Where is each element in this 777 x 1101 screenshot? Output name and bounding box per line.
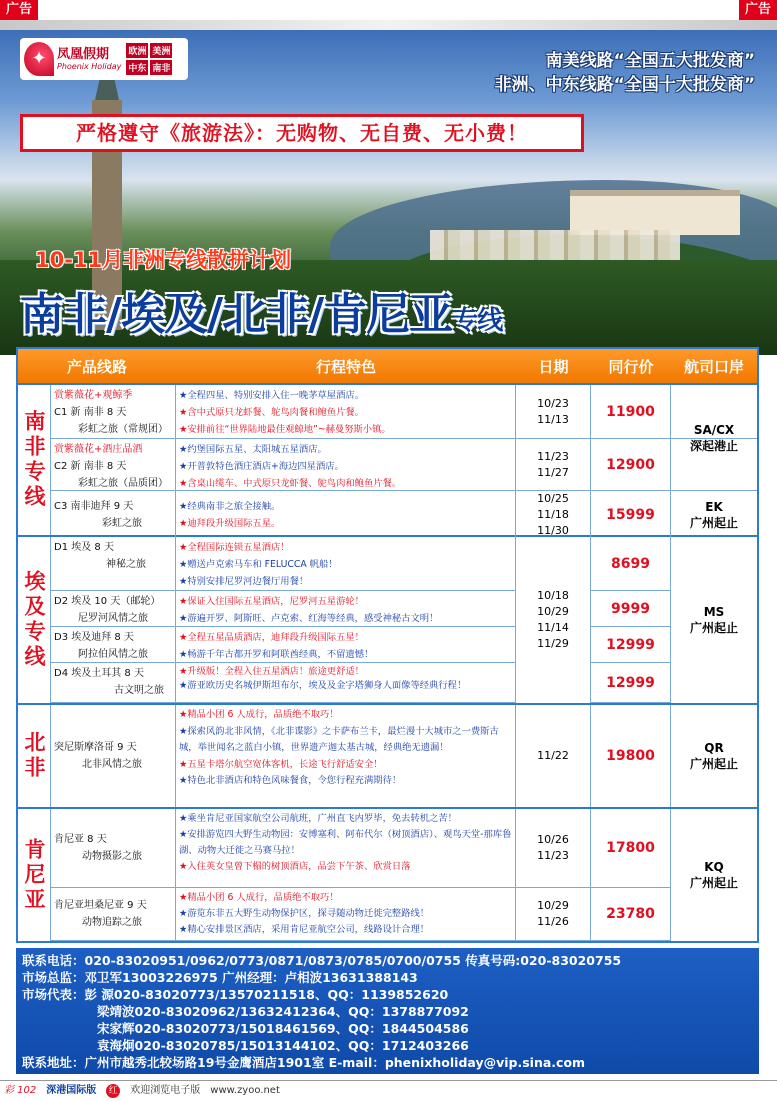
header-airline: 航司口岸 xyxy=(683,357,744,376)
feature-item: ★游览东非五大野生动物保护区，探寻随动物迁徙完整路线！ xyxy=(179,908,430,919)
logo-box: 中东 xyxy=(126,60,148,75)
logo-box: 欧洲 xyxy=(126,43,148,58)
product-name: 肯尼亚坦桑尼亚 9 天 xyxy=(54,900,147,911)
date: 10/29 xyxy=(537,605,569,618)
egypt-airline xyxy=(671,537,757,703)
airline-code: KQ xyxy=(704,859,724,874)
product-name: D3 埃及迪拜 8 天 xyxy=(54,632,134,643)
product-subtitle: 尼罗河风情之旅 xyxy=(78,613,148,624)
rep-phone[interactable]: 020-83020962/13632412364、 xyxy=(134,1004,349,1019)
date: 11/13 xyxy=(537,412,569,426)
date: 10/18 xyxy=(537,589,569,602)
hero-castle xyxy=(570,190,740,235)
product-subtitle: 古文明之旅 xyxy=(114,685,164,696)
section-north-africa xyxy=(18,703,757,807)
tour-table xyxy=(16,347,759,943)
main-title-text: 南非/埃及/北非/肯尼亚 xyxy=(20,289,453,340)
fax-label: 传真号码: xyxy=(465,953,521,968)
table-row[interactable] xyxy=(51,537,757,591)
feature-item: ★升级版！全程入住五星酒店！旅途更舒适！ xyxy=(179,666,364,677)
feature-item: ★开普敦特色酒庄酒店+海边四星酒店。 xyxy=(179,461,344,472)
price: 15999 xyxy=(591,491,671,539)
date: 11/23 xyxy=(537,849,569,862)
region-label: 埃及专线 xyxy=(18,537,51,703)
product-name: C3 南非迪拜 9 天 xyxy=(54,501,134,512)
product-tag: 赏紫薇花+酒庄品酒 xyxy=(54,444,143,455)
product-subtitle: 北非风情之旅 xyxy=(82,759,142,770)
product-subtitle: 动物摄影之旅 xyxy=(82,851,142,862)
email-link[interactable]: phenixholiday@vip.sina.com xyxy=(384,1055,586,1070)
product-name: D4 埃及土耳其 8 天 xyxy=(54,668,144,679)
feature-item: ★迪拜段升级国际五星。 xyxy=(179,518,281,529)
airline-port: 深起港止 xyxy=(689,439,738,453)
feature-item: ★全程国际连锁五星酒店！ xyxy=(179,542,290,553)
product-name: 肯尼亚 8 天 xyxy=(54,834,107,845)
feature-item: ★赠送卢克索马车和 FELUCCA 帆船！ xyxy=(179,559,338,570)
main-title-suffix: 专线 xyxy=(452,306,503,336)
feature-item: ★畅游千年古都开罗和阿联酋经典，不留遗憾！ xyxy=(179,649,374,660)
table-row[interactable] xyxy=(51,491,757,539)
airline-port: 广州起止 xyxy=(689,756,738,771)
phoenix-icon: ✦ xyxy=(24,42,54,76)
product-name: C2 新 南非 8 天 xyxy=(54,461,127,472)
region-label: 南非专线 xyxy=(18,385,51,535)
phone-label: 联系电话： xyxy=(22,953,85,968)
section-kenya xyxy=(18,807,757,941)
airline-code: MS xyxy=(703,604,725,619)
slogan-south-america: 南美线路“全国五大批发商” xyxy=(545,51,755,71)
price: 9999 xyxy=(591,591,671,626)
price: 12900 xyxy=(591,439,671,490)
company-logo[interactable] xyxy=(20,38,188,80)
logo-boxes xyxy=(126,43,172,75)
section-south-africa xyxy=(18,383,757,535)
feature-item: ★入住英女皇曾下榻的树顶酒店，品尝下午茶、欣赏日落 xyxy=(179,861,411,872)
rep-name: 袁海炯 xyxy=(97,1038,135,1053)
table-row[interactable] xyxy=(51,809,757,888)
airline-port: 广州起止 xyxy=(689,515,738,530)
date: 10/23 xyxy=(537,396,569,410)
product-subtitle: 彩虹之旅 xyxy=(102,518,142,529)
top-ribbon xyxy=(0,20,777,30)
feature-item: ★精品小团 6 人成行，品质绝不取巧！ xyxy=(179,709,339,720)
rep-phone[interactable]: 020-83020785/15013144102、 xyxy=(134,1038,349,1053)
phone-numbers[interactable]: 020-83020951/0962/0773/0871/0873/0785/0700/0755 xyxy=(84,953,461,968)
product-tag: 赏紫薇花+观鲸季 xyxy=(54,390,133,401)
address: 广州市越秀北较场路19号金鹰酒店1901室 xyxy=(84,1055,325,1070)
feature-item: ★约堡国际五星、太阳城五星酒店。 xyxy=(179,444,327,455)
policy-banner: 严格遵守《旅游法》：无购物、无自费、无小费！ xyxy=(20,114,584,152)
airline-code: QR xyxy=(704,740,724,755)
date: 11/14 xyxy=(537,621,569,634)
table-row[interactable] xyxy=(51,627,757,663)
date: 10/26 xyxy=(537,833,569,846)
rep-name: 宋家辉 xyxy=(97,1021,135,1036)
footer-url[interactable]: www.zyoo.net xyxy=(210,1084,280,1096)
product-name: C1 新 南非 8 天 xyxy=(54,407,127,418)
airline-code: SA/CX xyxy=(693,423,735,437)
date: 11/29 xyxy=(537,637,569,650)
product-subtitle: 阿拉伯风情之旅 xyxy=(78,649,148,660)
airline-code: EK xyxy=(705,499,723,514)
price: 11900 xyxy=(591,385,671,438)
gm-label: 市场总监： xyxy=(22,970,85,985)
date: 11/27 xyxy=(537,465,569,479)
price: 12999 xyxy=(591,627,671,662)
mgr-contact[interactable]: 卢相波13631388143 xyxy=(284,970,418,985)
feature-item: ★含桌山缆车、中式原只龙虾餐、鸵鸟肉和鲍鱼片餐。 xyxy=(179,478,402,489)
date: 10/25 xyxy=(537,492,569,505)
edition-brand: 深港国际版 xyxy=(46,1084,97,1096)
feature-item: ★全程五星品质酒店，迪拜段升级国际五星！ xyxy=(179,632,364,643)
logo-name-cn: 凤凰假期 xyxy=(57,47,110,62)
airline-port: 广州起止 xyxy=(689,875,738,890)
product-name: 突尼斯摩洛哥 9 天 xyxy=(54,742,137,753)
feature-item: ★精心安排景区酒店，采用肯尼亚航空公司，线路设计合理！ xyxy=(179,924,430,935)
logo-box: 南非 xyxy=(150,60,172,75)
qq-label: QQ： xyxy=(348,1021,382,1036)
qq-label: QQ： xyxy=(348,1004,382,1019)
region-label: 肯尼亚 xyxy=(18,809,51,941)
feature-item: ★安排游览四大野生动物园：安博塞利、阿布代尔（树顶酒店）、观鸟天堂-那库鲁湖、动物大迁徙之马赛马拉！ xyxy=(179,829,512,856)
product-subtitle: 神秘之旅 xyxy=(106,559,146,570)
table-row[interactable] xyxy=(51,591,757,627)
feature-item: ★五星卡塔尔航空宽体客机，长途飞行舒适安全！ xyxy=(179,758,383,770)
email-label: E-mail： xyxy=(328,1055,385,1070)
header-product: 产品线路 xyxy=(66,357,127,376)
table-row[interactable] xyxy=(51,439,757,491)
feature-item: ★游亚欧历史名城伊斯坦布尔，埃及及金字塔狮身人面像等经典行程！ xyxy=(179,680,467,691)
date: 11/18 xyxy=(537,508,569,521)
feature-item: ★特色北非酒店和特色风味餐食，令您行程充满期待！ xyxy=(179,775,402,786)
product-subtitle: 动物追踪之旅 xyxy=(82,917,142,928)
price: 19800 xyxy=(591,705,671,807)
page-footer xyxy=(0,1080,777,1100)
ad-label-right: 广告 xyxy=(739,0,777,20)
feature-item: ★保证入住国际五星酒店，尼罗河五星游轮！ xyxy=(179,596,364,607)
feature-item: ★含中式原只龙虾餐、鸵鸟肉餐和鲍鱼片餐。 xyxy=(179,407,364,418)
date: 11/22 xyxy=(537,749,569,762)
rep-phone[interactable]: 020-83020773/13570211518、 xyxy=(113,987,328,1002)
footer-text: 欢迎浏览电子版 xyxy=(130,1084,201,1096)
feature-item: ★探索风韵北非风情，《北非谍影》之卡萨布兰卡，最烂漫十大城市之一费斯古城，举世闻名之蓝白小镇，世界遗产迦太基古城，经典绝无遗漏！ xyxy=(179,725,499,753)
feature-item: ★经典南非之旅全接触。 xyxy=(179,501,281,512)
date: 10/29 xyxy=(537,899,569,912)
table-row[interactable] xyxy=(51,705,757,807)
rep-name: 梁靖波 xyxy=(97,1004,135,1019)
slogan-africa-middle-east: 非洲、中东线路“全国十大批发商” xyxy=(494,75,755,95)
table-header xyxy=(18,349,757,383)
price: 12999 xyxy=(591,663,671,702)
section-egypt xyxy=(18,535,757,703)
rep-qq[interactable]: 1712403266 xyxy=(381,1038,469,1053)
date: 11/23 xyxy=(537,449,569,463)
ad-label-left: 广告 xyxy=(0,0,38,20)
qq-label: QQ： xyxy=(348,1038,382,1053)
logo-name-en: Phoenix Holiday xyxy=(57,62,122,71)
plan-title: 10-11月非洲专线散拼计划 xyxy=(35,248,292,272)
price: 17800 xyxy=(591,809,671,887)
rep-qq[interactable]: 1378877092 xyxy=(381,1004,469,1019)
rep-qq[interactable]: 1844504586 xyxy=(381,1021,469,1036)
region-label: 北非 xyxy=(18,705,51,807)
header-features: 行程特色 xyxy=(315,357,376,376)
product-name: D1 埃及 8 天 xyxy=(54,542,114,553)
feature-item: ★全程四星、特别安排入住一晚茅草屋酒店。 xyxy=(179,390,364,401)
airline-port: 广州起止 xyxy=(689,620,738,635)
egypt-dates xyxy=(516,537,591,703)
address-label: 联系地址： xyxy=(22,1055,85,1070)
feature-item: ★游遍开罗、阿斯旺、卢克索、红海等经典，感受神秘古文明！ xyxy=(179,613,439,624)
mgr-label: 广州经理： xyxy=(222,970,285,985)
edition-badge-icon: 红 xyxy=(106,1084,120,1098)
page-number: 彩 102 xyxy=(4,1084,37,1096)
feature-item: ★安排前往“世界陆地最佳观鲸地”~赫曼努斯小镇。 xyxy=(179,424,391,435)
feature-item: ★乘坐肯尼亚国家航空公司航班，广州直飞内罗毕，免去转机之苦！ xyxy=(179,813,457,824)
rep-label: 市场代表： xyxy=(22,987,85,1002)
product-subtitle: 彩虹之旅（品质团） xyxy=(78,478,168,489)
product-subtitle: 彩虹之旅（常规团） xyxy=(78,424,168,435)
rep-qq[interactable]: 1139852620 xyxy=(361,987,449,1002)
feature-item: ★特别安排尼罗河边餐厅用餐！ xyxy=(179,576,309,587)
rep-name: 彭 源 xyxy=(84,987,114,1002)
table-row[interactable] xyxy=(51,663,757,703)
logo-box: 美洲 xyxy=(150,43,172,58)
date: 11/30 xyxy=(537,524,569,537)
gm-contact[interactable]: 邓卫军13003226975 xyxy=(84,970,218,985)
price: 23780 xyxy=(591,888,671,940)
qq-label: QQ： xyxy=(327,987,362,1002)
header-price: 同行价 xyxy=(608,357,654,376)
rep-phone[interactable]: 020-83020773/15018461569、 xyxy=(134,1021,349,1036)
date: 11/26 xyxy=(537,915,569,928)
header-date: 日期 xyxy=(538,357,569,376)
product-name: D2 埃及 10 天（邮轮） xyxy=(54,596,161,607)
main-title xyxy=(20,278,502,342)
fax-number[interactable]: 020-83020755 xyxy=(520,953,622,968)
contact-panel xyxy=(16,948,759,1074)
kenya-airline xyxy=(671,809,757,941)
table-row[interactable] xyxy=(51,888,757,941)
feature-item: ★精品小团 6 人成行，品质绝不取巧！ xyxy=(179,892,339,903)
price: 8699 xyxy=(591,537,671,590)
